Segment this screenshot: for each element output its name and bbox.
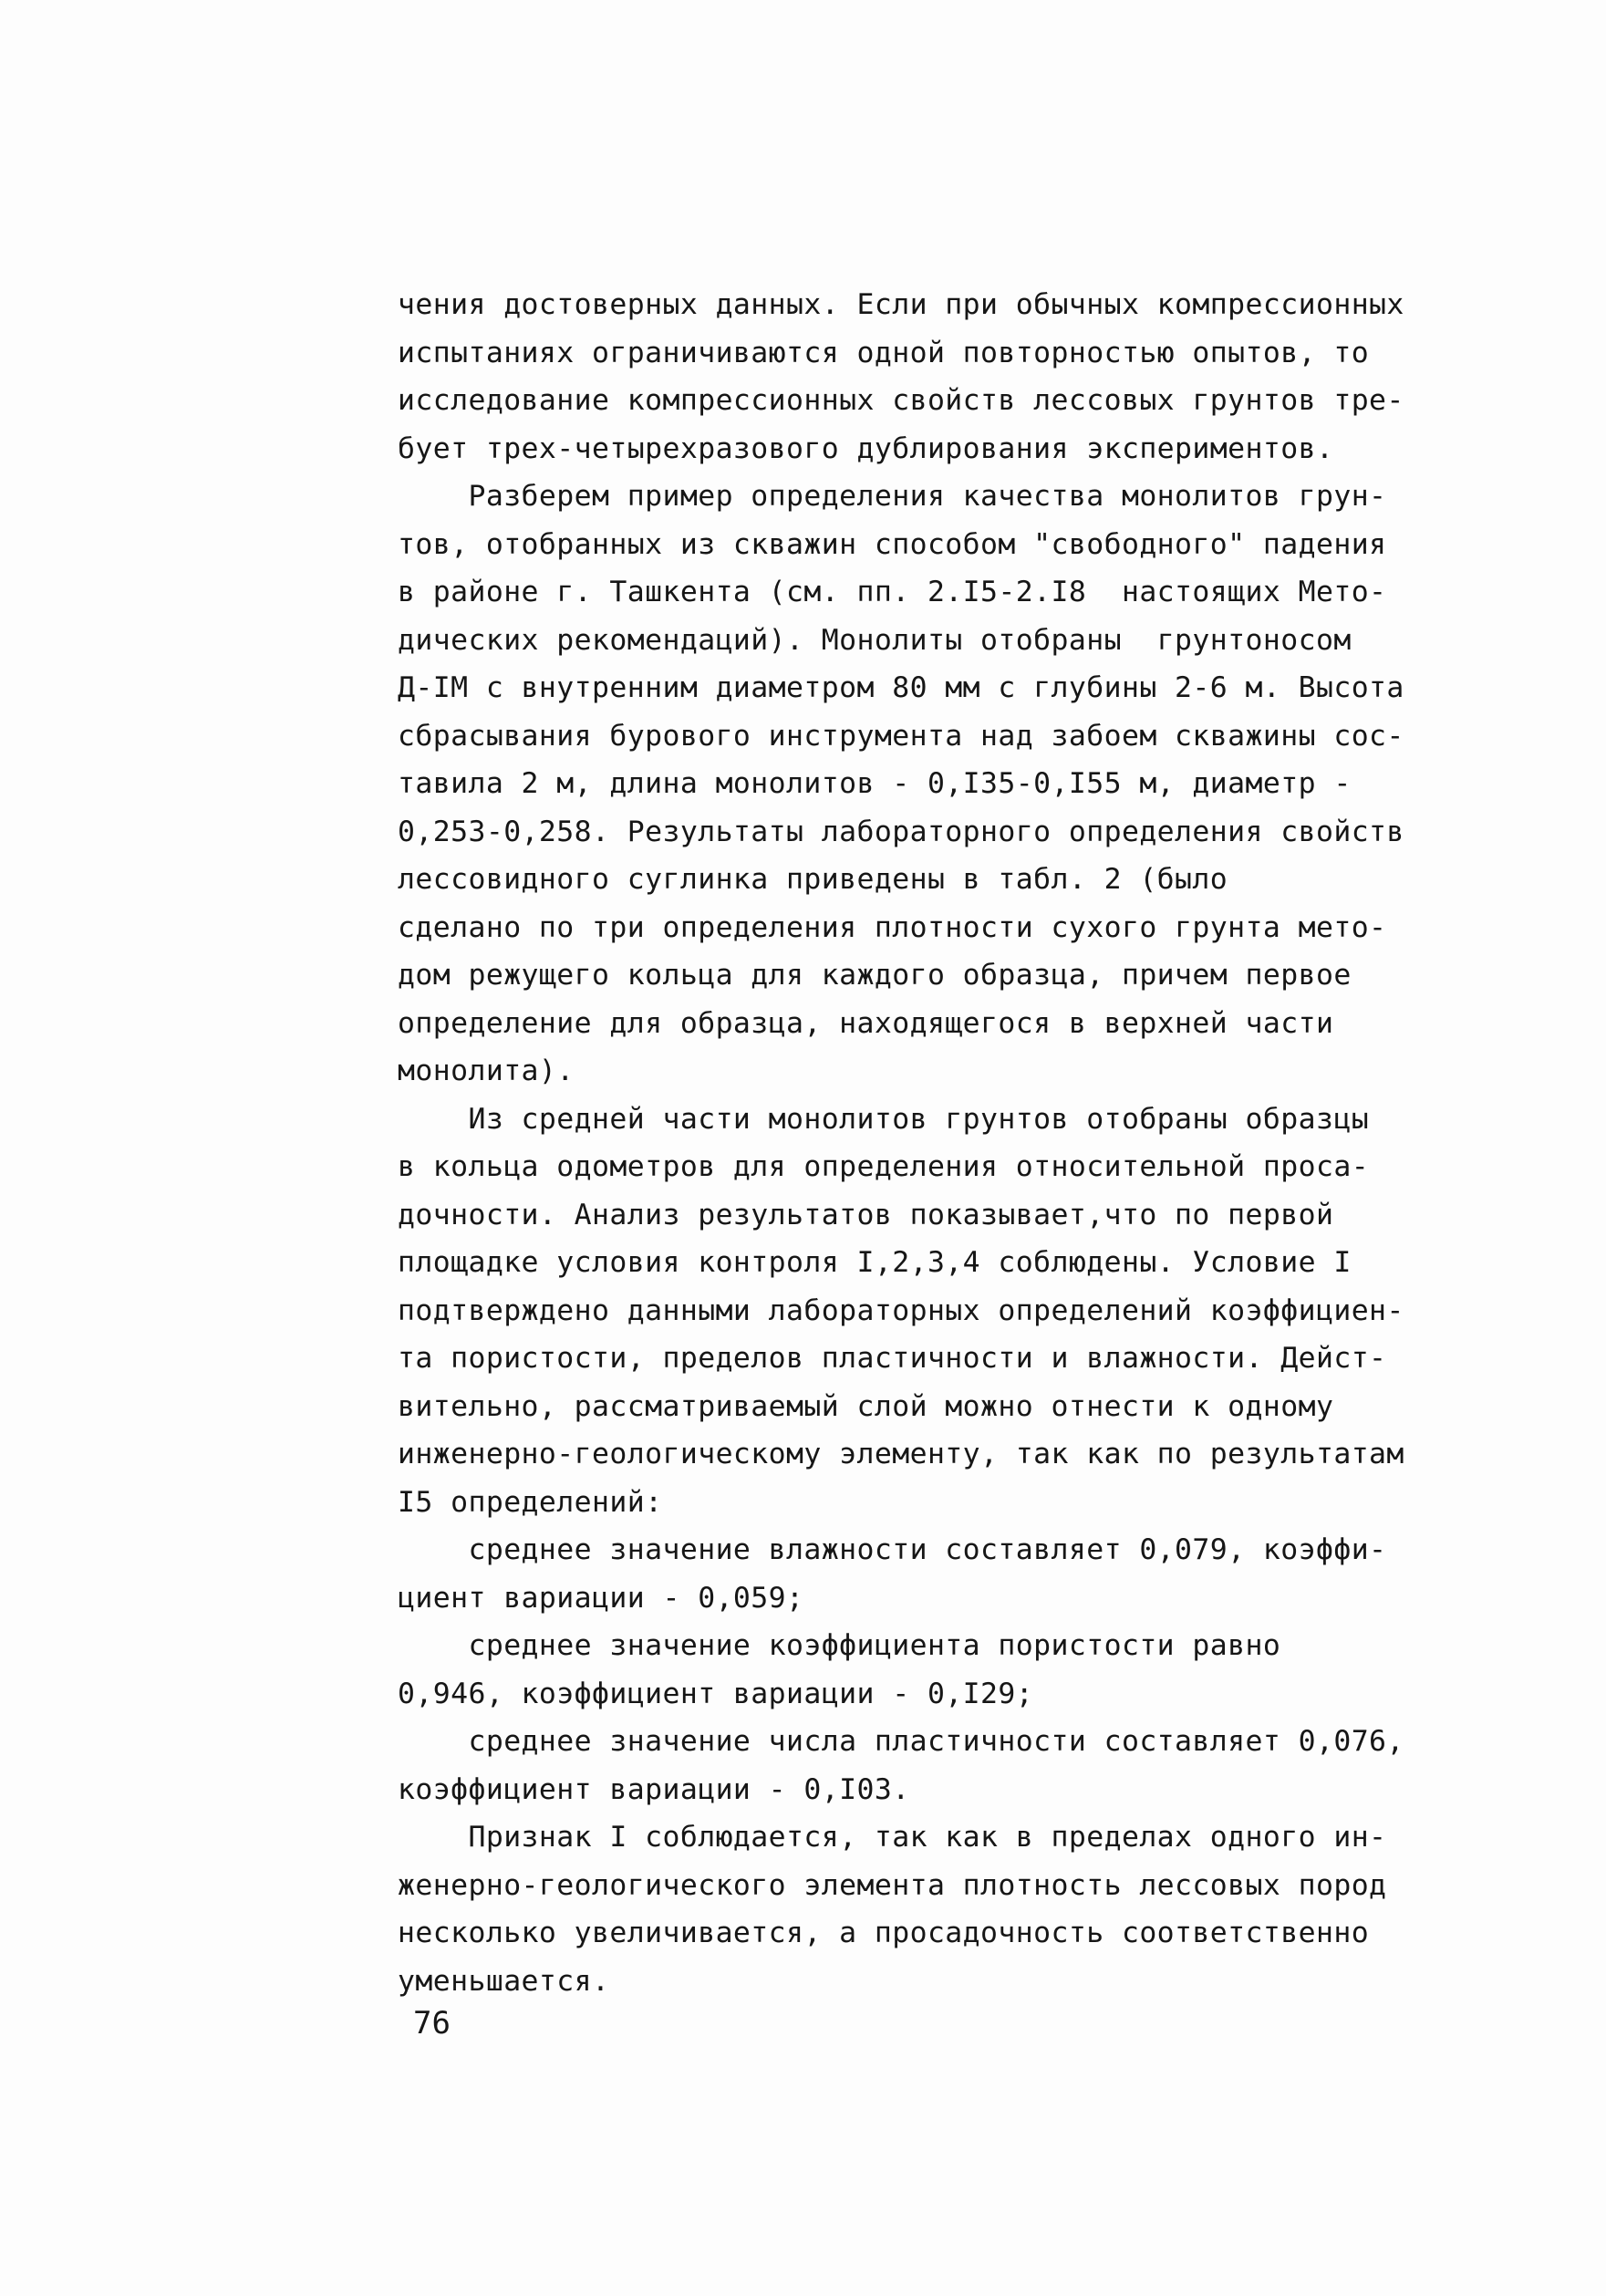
text-line: тов, отобранных из скважин способом "свободного" падения: [398, 527, 1387, 561]
text-line: среднее значение числа пластичности составляет 0,076,: [398, 1725, 1404, 1758]
text-line: I5 определений:: [398, 1485, 663, 1519]
text-line: монолита).: [398, 1054, 575, 1087]
text-line: 0,946, коэффициент вариации - 0,I29;: [398, 1677, 1034, 1710]
body-text: [398, 281, 1528, 2005]
text-line: 0,253-0,258. Результаты лабораторного определения свойств: [398, 815, 1404, 848]
text-line: уменьшается.: [398, 1964, 610, 1998]
text-line: лессовидного суглинка приведены в табл. 2 (было: [398, 863, 1228, 896]
text-line: бует трех-четырехразового дублирования экспериментов.: [398, 431, 1334, 465]
text-line: исследование компрессионных свойств лессовых грунтов тре-: [398, 384, 1404, 417]
text-line: та пористости, пределов пластичности и влажности. Дейст-: [398, 1342, 1387, 1375]
text-line: циент вариации - 0,059;: [398, 1581, 804, 1615]
text-line: дочности. Анализ результатов показывает,что по первой: [398, 1198, 1334, 1231]
text-line: Разберем пример определения качества монолитов грун-: [398, 480, 1387, 513]
text-line: среднее значение коэффициента пористости равно: [398, 1629, 1281, 1662]
text-line: сбрасывания бурового инструмента над забоем скважины сос-: [398, 719, 1404, 753]
text-line: чения достоверных данных. Если при обычных компрессионных: [398, 288, 1404, 321]
text-line: Из средней части монолитов грунтов отобраны образцы: [398, 1102, 1370, 1136]
text-line: Признак I соблюдается, так как в пределах одного ин-: [398, 1821, 1387, 1854]
text-line: дом режущего кольца для каждого образца, причем первое: [398, 959, 1352, 992]
text-line: подтверждено данными лабораторных определений коэффициен-: [398, 1293, 1404, 1327]
text-line: испытаниях ограничиваются одной повторностью опытов, то: [398, 336, 1370, 369]
text-line: вительно, рассматриваемый слой можно отнести к одному: [398, 1389, 1334, 1423]
text-line: определение для образца, находящегося в верхней части: [398, 1006, 1334, 1040]
page-number: 76: [413, 2005, 451, 2041]
text-line: в кольца одометров для определения относительной проса-: [398, 1150, 1370, 1183]
text-line: дических рекомендаций). Монолиты отобраны грунтоносом: [398, 623, 1352, 657]
text-line: инженерно-геологическому элементу, так как по результатам: [398, 1438, 1404, 1470]
text-line: Д-IМ с внутренним диаметром 80 мм с глубины 2-6 м. Высота: [398, 671, 1404, 704]
text-line: сделано по три определения плотности сухого грунта мето-: [398, 910, 1387, 944]
text-line: в районе г. Ташкента (см. пп. 2.I5-2.I8 настоящих Мето-: [398, 576, 1387, 608]
text-line: несколько увеличивается, а просадочность соответственно: [398, 1917, 1370, 1949]
text-line: среднее значение влажности составляет 0,079, коэффи-: [398, 1533, 1387, 1566]
text-line: коэффициент вариации - 0,I03.: [398, 1772, 910, 1806]
text-line: женерно-геологического элемента плотность лессовых пород: [398, 1868, 1387, 1902]
text-line: площадке условия контроля I,2,3,4 соблюдены. Условие I: [398, 1246, 1352, 1279]
text-line: тавила 2 м, длина монолитов - 0,I35-0,I55 м, диаметр -: [398, 767, 1352, 800]
